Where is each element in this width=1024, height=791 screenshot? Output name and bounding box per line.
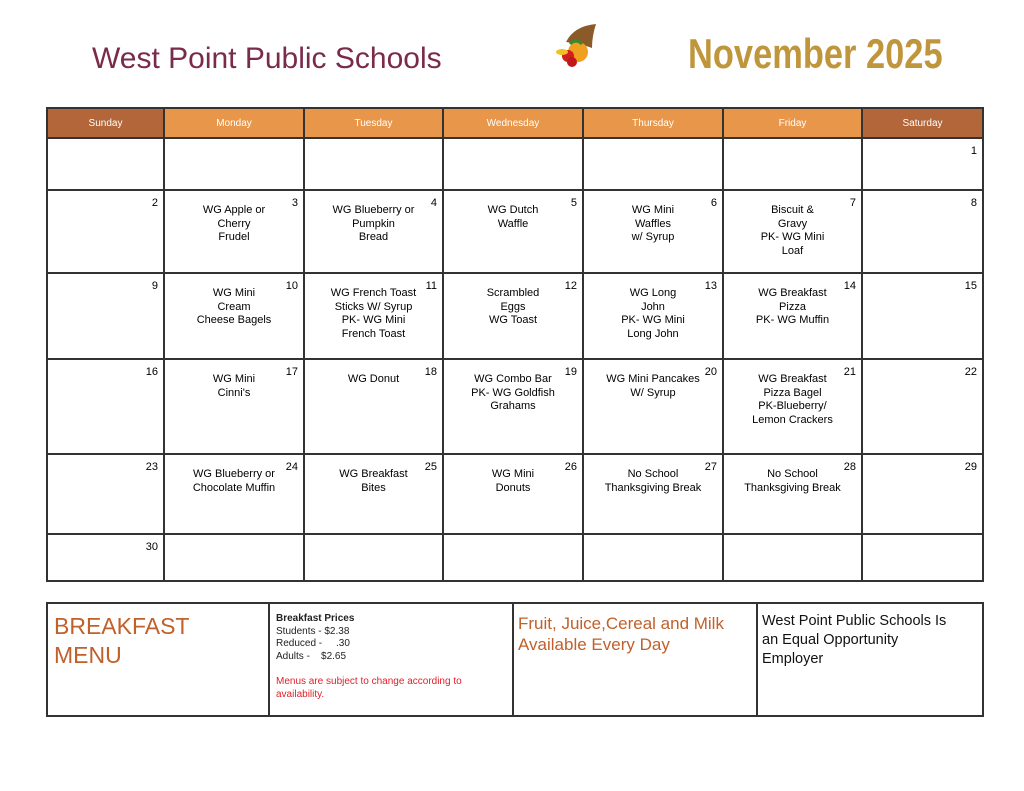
day-number xyxy=(584,139,722,159)
day-number: 7 xyxy=(849,197,856,209)
menu-item: No School Thanksgiving Break xyxy=(744,468,841,494)
day-cell xyxy=(723,138,862,190)
menu-item: WG Breakfast Pizza Bagel PK-Blueberry/ Lemon Crackers xyxy=(752,373,833,426)
day-number: 8 xyxy=(970,197,977,209)
day-cell xyxy=(304,190,443,273)
day-cell xyxy=(304,534,443,581)
menu-item: WG Breakfast Bites xyxy=(339,468,408,494)
menu-item: No School Thanksgiving Break xyxy=(604,468,702,494)
day-cell xyxy=(443,190,583,273)
day-number: 10 xyxy=(285,280,298,292)
day-header-saturday: Saturday xyxy=(862,108,983,138)
day-number: 17 xyxy=(285,366,298,378)
day-cell xyxy=(583,190,723,273)
day-number: 29 xyxy=(964,461,977,473)
day-number xyxy=(444,535,582,555)
week-row xyxy=(47,138,983,190)
day-cell xyxy=(583,534,723,581)
prices-title: Breakfast Prices xyxy=(276,613,355,624)
day-number: 22 xyxy=(964,366,977,378)
day-number xyxy=(444,139,582,159)
day-cell xyxy=(723,190,862,273)
day-number: 25 xyxy=(424,461,437,473)
day-cell xyxy=(723,273,862,359)
week-row xyxy=(47,273,983,359)
day-cell xyxy=(164,190,304,273)
day-number: 30 xyxy=(145,541,158,553)
day-cell xyxy=(723,534,862,581)
day-header-tuesday: Tuesday xyxy=(304,108,443,138)
eeo-text: West Point Public Schools Is an Equal Opportunity Employer xyxy=(762,613,947,667)
menu-item: WG Blueberry or Pumpkin Bread xyxy=(332,204,415,243)
day-cell xyxy=(443,273,583,359)
menu-item: WG French Toast Sticks W/ Syrup PK- WG Mini French Toast xyxy=(330,287,417,340)
menu-item: WG Combo Bar PK- WG Goldfish Grahams xyxy=(471,373,555,412)
day-number: 13 xyxy=(704,280,717,292)
day-cell xyxy=(583,359,723,454)
day-cell xyxy=(47,273,164,359)
day-number xyxy=(584,535,722,555)
menu-item: WG Long John PK- WG Mini Long John xyxy=(621,287,685,340)
day-cell xyxy=(862,359,983,454)
price-reduced: Reduced - .30 xyxy=(276,638,350,649)
day-cell xyxy=(304,359,443,454)
day-cell xyxy=(862,454,983,534)
day-header-wednesday: Wednesday xyxy=(443,108,583,138)
day-cell xyxy=(443,534,583,581)
day-number: 14 xyxy=(843,280,856,292)
day-number: 15 xyxy=(964,280,977,292)
day-number: 24 xyxy=(285,461,298,473)
day-cell xyxy=(304,273,443,359)
day-number: 26 xyxy=(564,461,577,473)
week-row xyxy=(47,359,983,454)
menu-item: WG Blueberry or Chocolate Muffin xyxy=(192,468,276,494)
school-title: West Point Public Schools xyxy=(92,42,442,75)
menu-item: WG Breakfast Pizza PK- WG Muffin xyxy=(755,287,830,326)
menu-item: WG Mini Cream Cheese Bagels xyxy=(196,287,272,326)
week-row xyxy=(47,534,983,581)
day-number: 19 xyxy=(564,366,577,378)
day-header-sunday: Sunday xyxy=(47,108,164,138)
day-cell xyxy=(47,454,164,534)
calendar xyxy=(46,107,984,582)
day-number: 20 xyxy=(704,366,717,378)
day-number: 23 xyxy=(145,461,158,473)
price-students: Students - $2.38 xyxy=(276,625,350,637)
day-number: 18 xyxy=(424,366,437,378)
menu-item: WG Mini Waffles w/ Syrup xyxy=(631,204,675,243)
day-number xyxy=(863,535,982,555)
day-number xyxy=(305,535,442,555)
menu-item: WG Mini Cinni's xyxy=(212,373,256,399)
month-title: November 2025 xyxy=(688,30,943,77)
prices-box xyxy=(268,602,514,717)
day-number: 4 xyxy=(430,197,437,209)
day-cell xyxy=(583,138,723,190)
day-header-thursday: Thursday xyxy=(583,108,723,138)
day-cell xyxy=(723,454,862,534)
menu-title-line2: MENU xyxy=(54,642,122,668)
menu-title-line1: BREAKFAST xyxy=(54,613,190,639)
week-row xyxy=(47,190,983,273)
day-cell xyxy=(583,454,723,534)
menu-item: WG Apple or Cherry Frudel xyxy=(202,204,266,243)
day-number: 2 xyxy=(151,197,158,209)
day-cell xyxy=(862,534,983,581)
menu-item: WG Mini Pancakes W/ Syrup xyxy=(606,373,700,399)
menu-item: WG Dutch Waffle xyxy=(487,204,539,230)
day-cell xyxy=(47,138,164,190)
day-cell xyxy=(47,534,164,581)
availability-text: Fruit, Juice,Cereal and Milk Available Every Day xyxy=(518,614,724,654)
day-cell xyxy=(443,359,583,454)
day-cell xyxy=(164,138,304,190)
menu-notice: Menus are subject to change according to availability. xyxy=(276,676,462,700)
day-number xyxy=(165,535,303,555)
day-number: 16 xyxy=(145,366,158,378)
day-number xyxy=(165,139,303,159)
day-cell xyxy=(723,359,862,454)
day-cell xyxy=(164,454,304,534)
day-cell xyxy=(304,138,443,190)
day-cell xyxy=(443,138,583,190)
day-number: 11 xyxy=(425,280,437,292)
price-adults: Adults - $2.65 xyxy=(276,650,347,662)
menu-item: WG Mini Donuts xyxy=(491,468,535,494)
eeo-box xyxy=(756,602,984,717)
breakfast-menu-box xyxy=(46,602,270,717)
day-number: 5 xyxy=(570,197,577,209)
day-cell xyxy=(164,359,304,454)
day-cell xyxy=(164,273,304,359)
day-number: 3 xyxy=(291,197,298,209)
day-cell xyxy=(47,190,164,273)
day-cell xyxy=(47,359,164,454)
day-cell xyxy=(304,454,443,534)
menu-item: WG Donut xyxy=(347,373,400,385)
day-number: 1 xyxy=(970,145,977,157)
day-number: 9 xyxy=(151,280,158,292)
day-number xyxy=(724,535,861,555)
day-number xyxy=(305,139,442,159)
week-row xyxy=(47,454,983,534)
day-cell xyxy=(583,273,723,359)
availability-box xyxy=(512,602,758,717)
menu-item: Biscuit & Gravy PK- WG Mini Loaf xyxy=(760,204,825,257)
day-number xyxy=(48,139,163,159)
day-number: 6 xyxy=(710,197,717,209)
day-cell xyxy=(443,454,583,534)
day-cell xyxy=(862,273,983,359)
day-cell xyxy=(862,190,983,273)
day-number: 27 xyxy=(704,461,717,473)
cornucopia-icon xyxy=(552,22,600,70)
day-cell xyxy=(862,138,983,190)
day-header-friday: Friday xyxy=(723,108,862,138)
day-number: 12 xyxy=(564,280,577,292)
menu-item: Scrambled Eggs WG Toast xyxy=(486,287,540,326)
day-number: 28 xyxy=(843,461,856,473)
day-number xyxy=(724,139,861,159)
day-header-monday: Monday xyxy=(164,108,304,138)
day-number: 21 xyxy=(843,366,856,378)
day-cell xyxy=(164,534,304,581)
